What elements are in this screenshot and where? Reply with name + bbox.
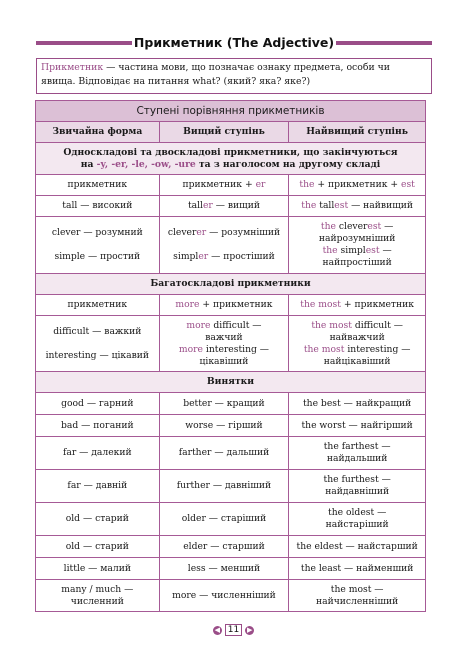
- section-long-adjectives: Багатоскладові прикметники: [36, 274, 426, 295]
- endings: -y, -er, -le, -ow, -ure: [96, 158, 196, 170]
- column-header-superlative: Найвищий ступінь: [289, 122, 426, 143]
- page-title: Прикметник (The Adjective): [133, 35, 335, 50]
- table-row: tall — високий taller — вищий the tallest — найвищий: [36, 196, 426, 217]
- definition-box: [36, 58, 432, 94]
- table-row: far — далекий farther — дальший the farthest — найдальший: [36, 437, 426, 470]
- table-row: far — давній further — давніший the furthest — найдавніший: [36, 470, 426, 503]
- table-title: Ступені порівняння прикметників: [36, 101, 426, 122]
- definition-text: — частина мови, що позначає ознаку предмета, особи чи явища. Відповідає на питання what? (який? яка? яке?): [41, 62, 390, 87]
- title-rule-left: [36, 41, 132, 45]
- prev-page-icon[interactable]: ◀: [214, 625, 220, 634]
- table-row: прикметник прикметник + er the + прикметник + est: [36, 175, 426, 196]
- section-exceptions: Винятки: [36, 372, 426, 393]
- table-row: bad — поганий worse — гірший the worst — найгірший: [36, 415, 426, 437]
- table-row: old — старий elder — старший the eldest — найстарший: [36, 536, 426, 558]
- pagination: [0, 624, 467, 636]
- definition-term: Прикметник: [41, 62, 104, 73]
- section-short-adjectives: Односкладові та двоскладові прикметники, що закінчуються на -y, -er, -le, -ow, -ure та з наголосом на другому складі: [36, 143, 426, 175]
- table-row: good — гарний better — кращий the best — найкращий: [36, 393, 426, 415]
- column-header-comparative: Вищий ступінь: [159, 122, 289, 143]
- next-page-icon[interactable]: ▶: [247, 625, 253, 634]
- table-row: old — старий older — старіший the oldest — найстаріший: [36, 503, 426, 536]
- table-row: clever — розумний simple — простий cleverer — розумніший simpler — простіший the cleverest — найрозумніший the simplest — найпростіший: [36, 217, 426, 274]
- table-row: прикметник more + прикметник the most + прикметник: [36, 295, 426, 316]
- table-row: difficult — важкий interesting — цікавий more difficult — важчий more interesting — цікавіший the most difficult — найважчий the most interesting — найцікавіший: [36, 316, 426, 372]
- title-rule-right: [336, 41, 432, 45]
- column-header-positive: Звичайна форма: [36, 122, 160, 143]
- table-row: little — малий less — менший the least — найменший: [36, 558, 426, 580]
- comparison-table: [35, 100, 426, 612]
- table-row: many / much — численний more — численніший the most — найчисленніший: [36, 580, 426, 612]
- title-bar: [36, 33, 432, 53]
- page-number: 11: [225, 624, 242, 636]
